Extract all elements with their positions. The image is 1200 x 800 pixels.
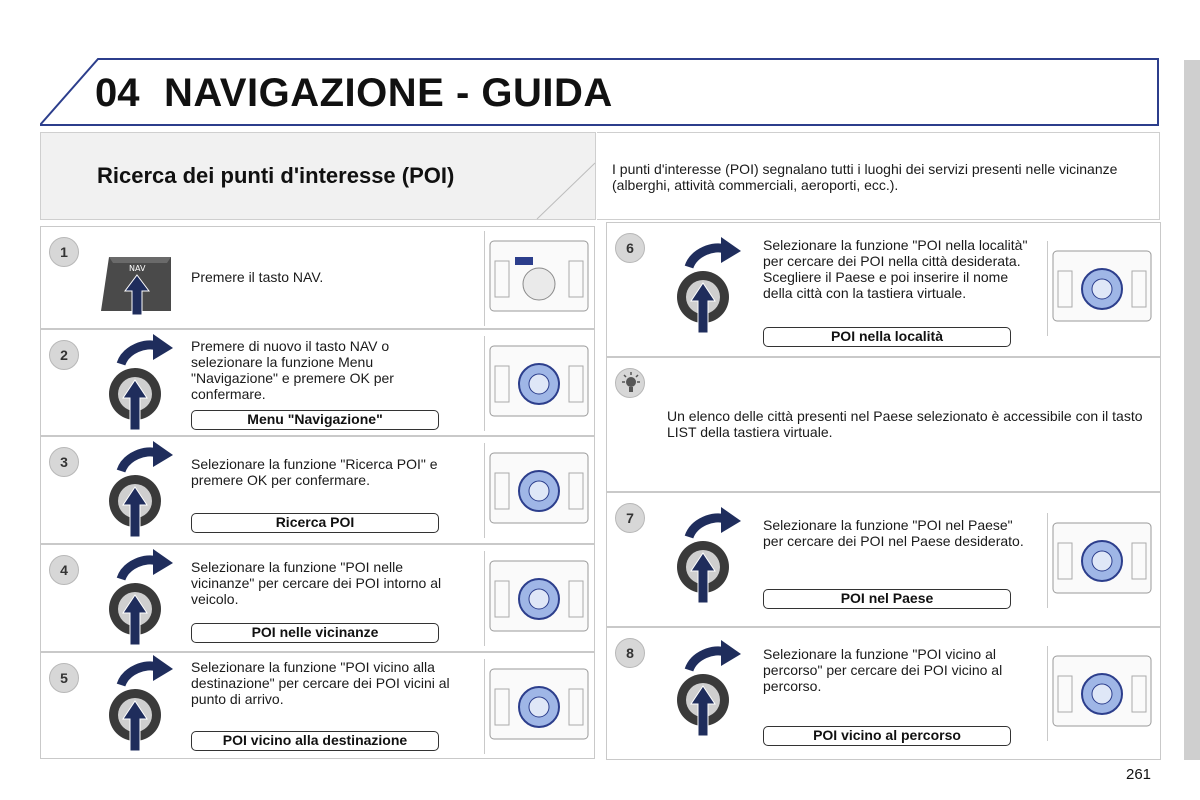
radio-panel-illustration <box>485 659 595 754</box>
step-instruction: Selezionare la funzione "POI nel Paese" per cercare dei POI nel Paese desiderato. <box>763 517 1024 549</box>
step-number-badge: 6 <box>615 233 645 263</box>
radio-panel-thumbnail <box>1047 241 1157 336</box>
tip-box <box>606 357 1161 492</box>
section-title-panel <box>40 132 596 220</box>
dial-press-icon <box>669 237 749 337</box>
dial-press-icon <box>101 441 181 541</box>
step-instruction: Premere di nuovo il tasto NAV o selezionare la funzione Menu "Navigazione" e premere OK per confermare. <box>191 338 394 402</box>
intro-panel <box>597 132 1160 220</box>
intro-text: I punti d'interesse (POI) segnalano tutti i luoghi dei servizi presenti nelle vicinanze (alberghi, attività commerciali, aeroporti, ecc.). <box>612 161 1118 193</box>
step-number-badge: 8 <box>615 638 645 668</box>
menu-option-label: Ricerca POI <box>191 513 439 533</box>
step-number-badge: 7 <box>615 503 645 533</box>
radio-panel-illustration <box>485 231 595 326</box>
chapter-title: NAVIGAZIONE - GUIDA <box>164 71 613 115</box>
step-instruction: Selezionare la funzione "POI vicino al percorso" per cercare dei POI vicino al percorso. <box>763 646 1003 694</box>
radio-panel-thumbnail <box>484 659 594 754</box>
menu-option-label: Menu "Navigazione" <box>191 410 439 430</box>
page-edge-tab <box>1184 60 1200 760</box>
lightbulb-icon <box>615 368 645 398</box>
chapter-header <box>40 57 1160 127</box>
radio-panel-illustration <box>485 336 595 431</box>
radio-panel-illustration <box>485 443 595 538</box>
radio-panel-thumbnail <box>1047 513 1157 608</box>
section-title: Ricerca dei punti d'interesse (POI) <box>97 163 455 188</box>
radio-panel-illustration <box>1048 646 1158 741</box>
chapter-number: 04 <box>95 71 140 115</box>
menu-option-label: POI vicino alla destinazione <box>191 731 439 751</box>
step-number-badge: 2 <box>49 340 79 370</box>
step-7 <box>606 492 1161 627</box>
step-number-badge: 3 <box>49 447 79 477</box>
step-number-badge: 1 <box>49 237 79 267</box>
nav-key-press-icon <box>101 249 181 321</box>
step-3 <box>40 436 595 544</box>
dial-press-icon <box>101 334 181 434</box>
menu-option-label: POI vicino al percorso <box>763 726 1011 746</box>
dial-press-icon <box>669 507 749 607</box>
step-number-badge: 4 <box>49 555 79 585</box>
radio-panel-illustration <box>1048 513 1158 608</box>
nav-key-label: NAV <box>129 264 146 273</box>
radio-panel-thumbnail <box>484 336 594 431</box>
radio-panel-illustration <box>485 551 595 646</box>
radio-panel-thumbnail <box>1047 646 1157 741</box>
step-instruction: Selezionare la funzione "POI nella località" per cercare dei POI nella città desiderata. Scegliere il Paese e poi inserire il nome della città con la tastiera virtuale. <box>763 237 1028 301</box>
step-2 <box>40 329 595 436</box>
step-5 <box>40 652 595 759</box>
radio-panel-thumbnail <box>484 443 594 538</box>
step-4 <box>40 544 595 652</box>
page-number: 261 <box>1126 766 1152 783</box>
radio-panel-thumbnail <box>484 551 594 646</box>
radio-panel-illustration <box>1048 241 1158 336</box>
tip-text: Un elenco delle città presenti nel Paese selezionato è accessibile con il tasto LIST della tastiera virtuale. <box>667 408 1143 440</box>
step-6 <box>606 222 1161 357</box>
step-instruction: Selezionare la funzione "POI nelle vicinanze" per cercare dei POI intorno al veicolo. <box>191 559 442 607</box>
step-1 <box>40 226 595 329</box>
menu-option-label: POI nel Paese <box>763 589 1011 609</box>
menu-option-label: POI nelle vicinanze <box>191 623 439 643</box>
step-instruction: Selezionare la funzione "Ricerca POI" e premere OK per confermare. <box>191 456 438 488</box>
step-instruction: Premere il tasto NAV. <box>191 269 324 285</box>
dial-press-icon <box>101 549 181 649</box>
step-instruction: Selezionare la funzione "POI vicino alla destinazione" per cercare dei POI vicini al punto di arrivo. <box>191 659 450 707</box>
dial-press-icon <box>101 655 181 755</box>
radio-panel-thumbnail <box>484 231 594 326</box>
step-8 <box>606 627 1161 760</box>
step-number-badge: 5 <box>49 663 79 693</box>
dial-press-icon <box>669 640 749 740</box>
menu-option-label: POI nella località <box>763 327 1011 347</box>
